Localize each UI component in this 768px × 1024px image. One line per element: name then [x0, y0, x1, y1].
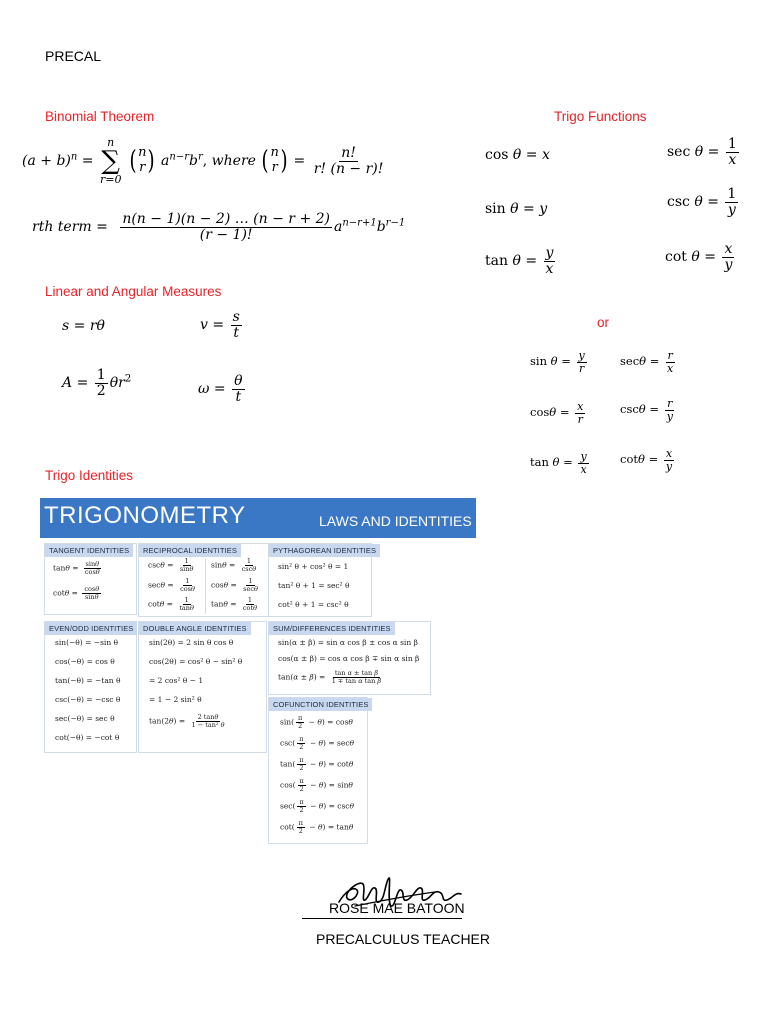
- rth-term-label: rth term: [32, 219, 92, 236]
- sum-diff-header: SUM/DIFFERENCES IDENTITIES: [269, 622, 395, 635]
- sin-formula: sin θ = y: [485, 201, 548, 217]
- cos-ratio: cosθ = $\frac{x}{r}$: [530, 400, 584, 426]
- even-odd-eq-5: sec(−θ) = sec θ: [55, 714, 115, 723]
- rth-term-formula: rth term = $\frac{n(n - 1)(n - 2) \dots (n - r + 2)}{(r - 1)!}$ $a^{n-r+1}b^{r-1}$: [32, 211, 406, 243]
- linear-angular-heading: Linear and Angular Measures: [45, 284, 222, 299]
- reciprocal-sin: sinθ = $\frac{1}{\csc\theta}$: [211, 557, 257, 573]
- reciprocal-cos: cosθ = $\frac{1}{\sec\theta}$: [211, 577, 258, 593]
- reciprocal-csc: cscθ = $\frac{1}{\sin\theta}$: [148, 557, 194, 573]
- trig-banner-subtitle: LAWS AND IDENTITIES: [319, 513, 472, 529]
- cofunction-eq-6: cot( $\frac{\pi}{2}$ − θ) = tanθ: [280, 819, 354, 835]
- trigo-identities-heading: Trigo Identities: [45, 468, 134, 483]
- sum-diff-eq-3: tan(α ± β) = $\frac{\text{tan α ± tan β}}{\text{1 ∓ tan α tan β}}$: [278, 669, 382, 685]
- sec-formula: sec θ = $\frac{1}{x}$: [667, 136, 737, 168]
- binomial-heading: Binomial Theorem: [45, 109, 155, 124]
- tangent-header: TANGENT IDENTITIES: [45, 544, 133, 557]
- cot-formula: cot θ = $\frac{x}{y}$: [665, 241, 733, 273]
- cofunction-eq-1: sin( $\frac{\pi}{2}$ − θ) = cosθ: [280, 714, 353, 730]
- double-angle-header: DOUBLE ANGLE IDENTITIES: [139, 622, 251, 635]
- even-odd-eq-1: sin(−θ) = −sin θ: [55, 638, 119, 647]
- cos-formula: cos θ = x: [485, 147, 550, 163]
- teacher-name: ROSE MAE BATOON: [329, 900, 465, 916]
- trig-identities-table: [40, 498, 476, 843]
- pythagorean-eq-2: tan² θ + 1 = sec² θ: [278, 581, 350, 590]
- sector-area-formula: A = $\frac{1}{2}$ $\theta r^2$: [62, 367, 132, 399]
- sigma-symbol: n ∑ r=0: [99, 136, 122, 186]
- even-odd-eq-6: cot(−θ) = −cot θ: [55, 733, 120, 742]
- cofunction-eq-4: cos( $\frac{\pi}{2}$ − θ) = sinθ: [280, 777, 353, 793]
- sec-ratio: secθ = $\frac{r}{x}$: [620, 349, 674, 375]
- reciprocal-header: RECIPROCAL IDENTITIES: [139, 544, 241, 557]
- trig-banner: [40, 498, 476, 538]
- pythagorean-eq-3: cot² θ + 1 = csc² θ: [278, 600, 349, 609]
- cofunction-eq-3: tan( $\frac{\pi}{2}$ − θ) = cotθ: [280, 756, 354, 772]
- signature-line: [302, 918, 462, 919]
- even-odd-header: EVEN/ODD IDENTITIES: [45, 622, 137, 635]
- teacher-role: PRECALCULUS TEACHER: [316, 931, 491, 947]
- or-label: or: [597, 315, 610, 330]
- reciprocal-sec: secθ = $\frac{1}{\cos\theta}$: [148, 577, 195, 593]
- trig-banner-title: TRIGONOMETRY: [44, 502, 246, 529]
- csc-formula: csc θ = $\frac{1}{y}$: [667, 186, 737, 218]
- sin-ratio: sin θ = $\frac{y}{r}$: [530, 349, 585, 375]
- pythagorean-header: PYTHAGOREAN IDENTITIES: [269, 544, 380, 557]
- arc-length-formula: s = rθ: [62, 318, 105, 334]
- tan-ratio: tan θ = $\frac{y}{x}$: [530, 450, 587, 476]
- even-odd-eq-3: tan(−θ) = −tan θ: [55, 676, 121, 685]
- binomial-lhs: (a + b): [22, 153, 71, 169]
- double-angle-eq-4: = 1 − 2 sin² θ: [149, 695, 202, 704]
- reciprocal-cot: cotθ = $\frac{1}{\tan\theta}$: [148, 596, 194, 612]
- double-angle-eq-2: cos(2θ) = cos² θ − sin² θ: [149, 657, 243, 666]
- even-odd-eq-4: csc(−θ) = −csc θ: [55, 695, 121, 704]
- cofunction-eq-5: sec( $\frac{\pi}{2}$ − θ) = cscθ: [280, 798, 355, 814]
- angular-velocity-formula: ω = $\frac{\theta}{t}$: [198, 373, 243, 405]
- tan-formula: tan θ = $\frac{y}{x}$: [485, 245, 554, 277]
- tangent-box: [44, 543, 137, 615]
- linear-velocity-formula: v = $\frac{s}{t}$: [200, 309, 240, 341]
- double-angle-box: [138, 621, 267, 753]
- binomial-formula: $(a + b)^n$ = n ∑ r=0 ( n r ) $a^{n-r}b^r$, where ( n r ) = $\frac{n!}{r! (n - r)!}$: [22, 136, 384, 186]
- sum-diff-box: [268, 621, 431, 695]
- cofunction-box: [268, 697, 368, 844]
- cot-ratio: cotθ = $\frac{x}{y}$: [620, 447, 673, 473]
- double-angle-eq-1: sin(2θ) = 2 sin θ cos θ: [149, 638, 234, 647]
- trigo-functions-heading: Trigo Functions: [554, 109, 647, 124]
- cofunction-eq-2: csc( $\frac{\pi}{2}$ − θ) = secθ: [280, 735, 355, 751]
- where-word: where: [211, 153, 256, 169]
- even-odd-box: [44, 621, 137, 753]
- sum-diff-eq-2: cos(α ± β) = cos α cos β ∓ sin α sin β: [278, 654, 420, 663]
- tangent-eq-1: tanθ = $\frac{\sin\theta}{\cos\theta}$: [53, 560, 100, 576]
- tangent-eq-2: cotθ = $\frac{\cos\theta}{\sin\theta}$: [53, 585, 100, 601]
- pythagorean-eq-1: sin² θ + cos² θ = 1: [278, 562, 349, 571]
- cofunction-header: COFUNCTION IDENTITIES: [269, 698, 372, 711]
- sum-diff-eq-1: sin(α ± β) = sin α cos β ± cos α sin β: [278, 638, 418, 647]
- reciprocal-tan: tanθ = $\frac{1}{\cot\theta}$: [211, 596, 257, 612]
- double-angle-eq-3: = 2 cos² θ − 1: [149, 676, 204, 685]
- even-odd-eq-2: cos(−θ) = cos θ: [55, 657, 115, 666]
- course-title: PRECAL: [45, 48, 102, 64]
- csc-ratio: cscθ = $\frac{r}{y}$: [620, 397, 673, 423]
- double-angle-eq-5: tan(2θ) = $\frac{2 \tan\theta}{\text{1 − tan² θ}}$: [149, 713, 225, 729]
- pythagorean-box: [268, 543, 377, 617]
